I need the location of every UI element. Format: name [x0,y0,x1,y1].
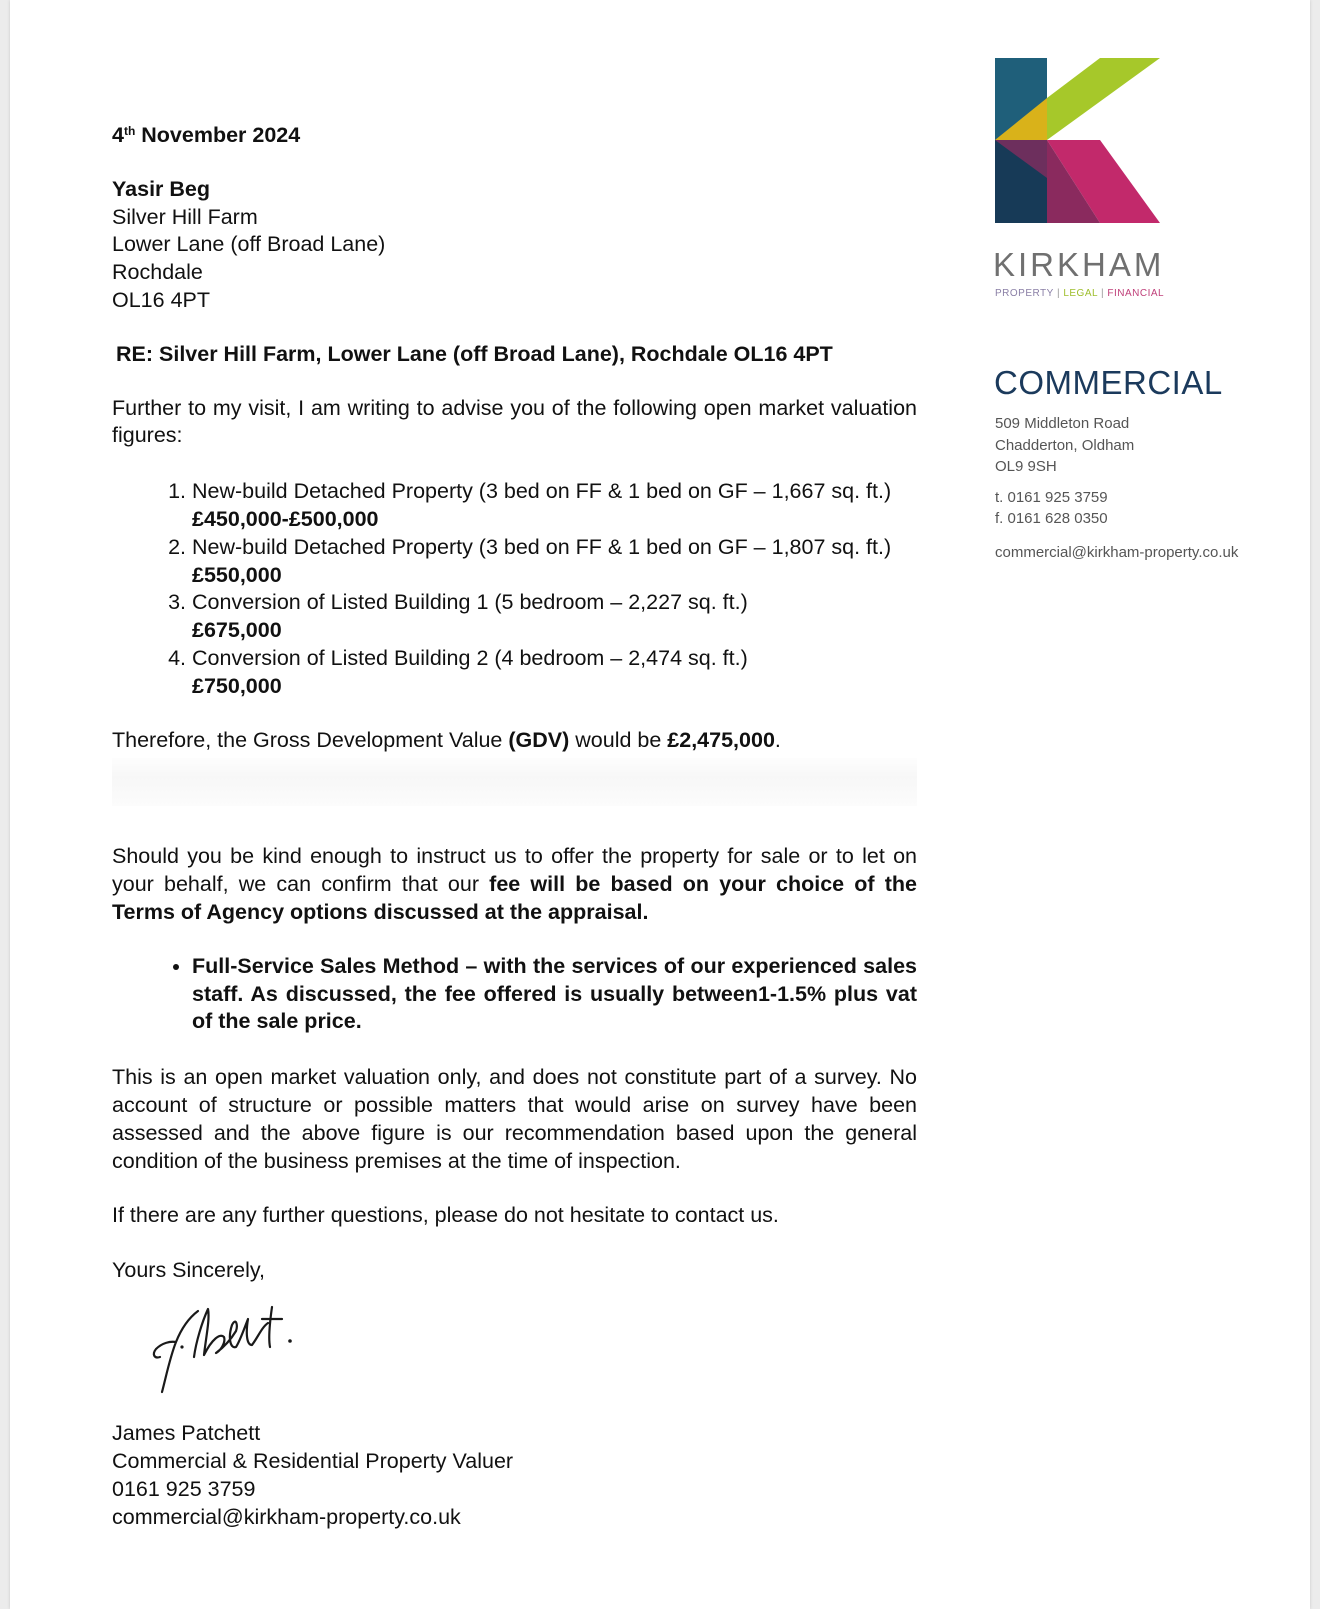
disclaimer-paragraph: This is an open market valuation only, and does not constitute part of a survey. No account of structure or possible matters that would arise on survey have been assessed and the above figure is our recommendation based upon the general condition of the business premises at the time of inspection. [112,1065,917,1173]
further-questions: If there are any further questions, please do not hesitate to contact us. [112,1203,779,1228]
tagline-separator: | [1100,288,1105,299]
valuation-price: £750,000 [192,673,282,698]
letter-body [112,118,917,1531]
closing: Yours Sincerely, [112,1258,265,1283]
valuation-item: 1. New-build Detached Property (3 bed on FF & 1 bed on GF – 1,667 sq. ft.) £450,000-£500,000 [192,478,917,534]
address-line: Rochdale [112,260,203,285]
address-line: Lower Lane (off Broad Lane) [112,232,386,257]
valuation-item: 2. New-build Detached Property (3 bed on FF & 1 bed on GF – 1,807 sq. ft.) £550,000 [192,534,917,590]
recipient-address [112,176,917,315]
tagline-separator: | [1056,288,1061,299]
valuation-price: £550,000 [192,562,282,587]
tagline-financial: FINANCIAL [1107,288,1165,299]
valuation-list [112,478,917,700]
department-heading: COMMERCIAL [994,364,1223,401]
instruction-paragraph: Should you be kind enough to instruct us to offer the property for sale or to let on your behalf, we can confirm that our fee will be based on your choice of the Terms of Agency options discussed at the appraisal. [112,844,917,924]
valuation-price: £675,000 [192,618,282,643]
tagline-property: PROPERTY [995,288,1054,299]
valuation-price: £450,000-£500,000 [192,506,379,531]
office-address-line: 509 Middleton Road [995,415,1130,432]
gdv-value: £2,475,000 [667,727,775,752]
office-email: commercial@kirkham-property.co.uk [995,543,1239,561]
address-line: Silver Hill Farm [112,204,258,229]
letter-date: 4th November 2024 [112,123,301,147]
fee-bullet-list [112,953,917,1036]
subject-line: RE: Silver Hill Farm, Lower Lane (off Broad Lane), Rochdale OL16 4PT [116,341,833,366]
signatory-name: James Patchett [112,1420,261,1445]
kirkham-k-logo-icon [995,58,1160,223]
recipient-name: Yasir Beg [112,176,210,201]
office-postcode: OL9 9SH [995,458,1057,475]
letter-page [10,0,1310,1609]
office-address-line: Chadderton, Oldham [995,436,1135,454]
redacted-area [112,758,917,806]
valuation-item: 3. Conversion of Listed Building 1 (5 bedroom – 2,227 sq. ft.) £675,000 [192,589,917,645]
office-phone: t. 0161 925 3759 [995,488,1108,506]
valuation-item: 4. Conversion of Listed Building 2 (4 bedroom – 2,474 sq. ft.) £750,000 [192,645,917,701]
intro-paragraph: Further to my visit, I am writing to advise you of the following open market valuation figures: [112,395,917,448]
signatory-block [112,1419,917,1531]
office-contact [995,413,1238,563]
fee-bullet: • Full-Service Sales Method – with the services of our experienced sales staff. As discussed, the fee offered is usually between1-1.5% plus vat of the sale price. [192,953,917,1036]
office-fax: f. 0161 628 0350 [995,510,1108,527]
tagline-legal: LEGAL [1063,288,1098,299]
signature [112,1285,917,1419]
address-postcode: OL16 4PT [112,287,210,312]
signatory-email: commercial@kirkham-property.co.uk [112,1504,461,1529]
brand-name: KIRKHAM [993,246,1165,283]
signatory-phone: 0161 925 3759 [112,1476,256,1501]
signatory-title: Commercial & Residential Property Valuer [112,1448,514,1473]
brand-tagline [995,288,1164,299]
handwritten-signature-icon [132,1297,312,1402]
gdv-paragraph: Therefore, the Gross Development Value (GDV) would be £2,475,000. [112,727,781,752]
